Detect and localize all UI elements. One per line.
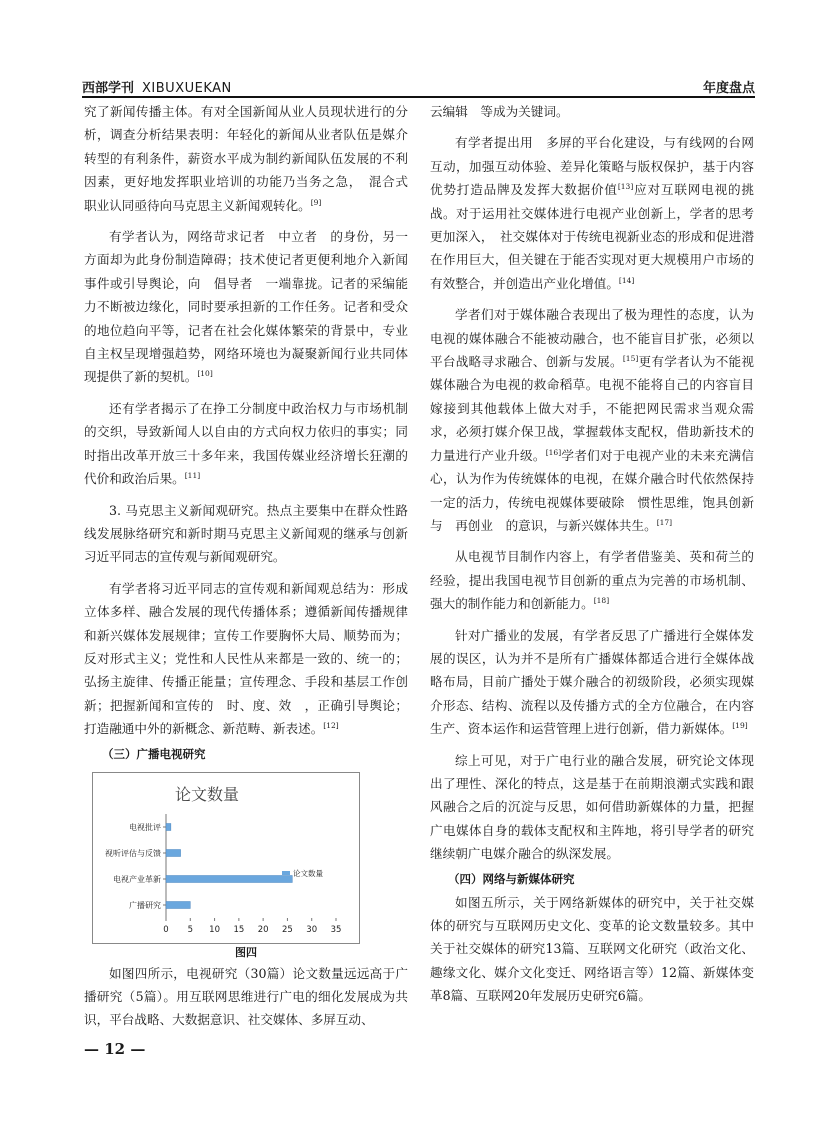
x-tick-label: 10: [209, 924, 220, 935]
paragraph-text: 究了新闻传播主体。有对全国新闻从业人员现状进行的分析，调查分析结果表明：年轻化的新闻从业者队伍是媒介转型的有利条件，薪资水平成为制约新闻队伍发展的不利因素，更好地发挥职业培训的功能乃当务之急， 混合式 职业认同亟待向马克思主义新闻观转化。: [84, 104, 421, 213]
figure-caption: 图四: [235, 945, 257, 959]
paragraph-text: 云编辑 等成为关键词。: [430, 104, 569, 119]
journal-name-cn: 西部学刊: [82, 81, 135, 96]
paragraph: [84, 962, 408, 1032]
citation: [15]: [622, 353, 639, 363]
paragraph: [84, 397, 408, 491]
paragraph: [430, 891, 754, 1008]
legend-swatch: [282, 871, 290, 875]
paragraph: [430, 749, 754, 866]
paragraph: [430, 545, 754, 615]
legend-label: 论文数量: [293, 868, 323, 878]
citation: [18]: [593, 595, 610, 605]
paragraph: [430, 624, 754, 741]
paragraph: [84, 499, 434, 569]
paragraph-text: 综上可见，对于广电行业的融合发展，研究论文体现出了理性、深化的特点，这是基于在前期浪潮式实践和跟风融合之后的沉淀与反思，如何借助新媒体的力量，把握广电媒体自身的载体支配权和主阵地，将引导学者的研究继续朝广电媒介融合的纵深发展。: [430, 752, 754, 862]
paragraph-text: 学者们对于电视产业的未来充满信心，认为作为传统媒体的电视，在媒介融合时代依然保持一定的活力，传统电视媒体要破除 惯性思维，饱具创新与 再创业 的意识，与新兴媒体共生。: [430, 447, 755, 533]
paragraph-text: 3. 马克思主义新闻观研究。热点主要集中在群众性路线发展脉络研究和新时期马克思主义新闻观的继承与创新 习近平同志的宣传观与新闻观研究。: [84, 502, 434, 565]
paragraph-text: 有学者认为，网络苛求记者 中立者 的身份，另一方面却为此身份制造障碍；技术使记者更便利地介入新闻事件或引导舆论，向 倡导者 一端靠拢。记者的采编能力不断被边缘化，同时要承担新的工作任务。记者和受众的地位趋向平等，记者在社会化媒体繁荣的背景中，专业自主权呈现增强趋势，网络环境也为凝聚新闻行业共同体现提供了新的契机。: [84, 229, 408, 385]
paragraph: [84, 577, 408, 741]
journal-name-en: XIBUXUEKAN: [142, 81, 232, 96]
section-title: 年度盘点: [702, 81, 755, 96]
left-column: [84, 100, 434, 1032]
paragraph-text: 应对互联网电视的挑战。对于运用社交媒体进行电视产业创新上，学者的思考更加深入， 社交媒体对于传统电视新业态的形成和促进潜在作用巨大，但关键在于能否实现对更大规模用户市场的有效整合，并创造出产业化增值。: [430, 182, 755, 291]
paragraph: [84, 225, 408, 389]
category-label: 电视批评: [129, 822, 161, 832]
paragraph-text: 有学者提出用 多屏的平台化建设，与有线网的台网互动，加强互动体验、差异化策略与版权保护，基于内容优势打造品牌及发挥大数据价值: [430, 135, 754, 198]
bar-chart: [92, 772, 360, 944]
citation: [17]: [656, 517, 673, 527]
paragraph-text: 更有学者认为不能视媒体融合为电视的救命稻草。电视不能将自己的内容盲目嫁接到其他载体上做大对手，不能把网民需求当观众需求，必须打媒介保卫战，掌握载体支配权，借助新技术的力量进行产业升级。: [430, 354, 755, 463]
citation: [12]: [323, 720, 339, 730]
citation: [10]: [197, 369, 213, 379]
x-tick-label: 0: [163, 924, 169, 935]
citation: [9]: [310, 197, 322, 207]
subheading: （四）网络与新媒体研究: [448, 871, 575, 886]
category-label: 视听评估与反馈: [105, 848, 161, 858]
citation: [19]: [732, 720, 748, 730]
bar: [166, 823, 171, 830]
paragraph: [430, 100, 754, 123]
right-column: [430, 100, 754, 1008]
paragraph-text: 如图四所示，电视研究（30篇）论文数量远远高于广播研究（5篇）。用互联网思维进行广电的细化发展成为共识，平台战略、大数据意识、社交媒体、多屏互动、: [84, 965, 408, 1028]
chart-title: 论文数量: [174, 784, 240, 804]
bar: [166, 875, 292, 882]
citation: [11]: [184, 470, 201, 480]
category-label: 广播研究: [129, 900, 161, 910]
paragraph: [84, 100, 421, 217]
citation: [13]: [617, 182, 634, 192]
bar: [166, 849, 181, 856]
paragraph-text: 还有学者揭示了在挣工分制度中政治权力与市场机制的交织，导致新闻人以自由的方式向权力依归的事实；同时指出改革开放三十多年来，我国传媒业经济增长狂潮的代价和政治后果。: [84, 400, 408, 487]
x-tick-label: 30: [306, 924, 318, 935]
x-tick-label: 5: [187, 924, 193, 935]
paragraph-text: 针对广播业的发展，有学者反思了广播进行全媒体发展的误区，认为并不是所有广播媒体都适合进行全媒体战略布局，目前广播处于媒介融合的初级阶段，必须实现媒介形态、结构、流程以及传播方式的全方位融合，在内容生产、资本运作和运营管理上进行创新，借力新媒体。: [430, 627, 754, 737]
x-tick-label: 25: [282, 924, 293, 935]
citation: [16]: [545, 447, 562, 457]
paragraph: [430, 303, 754, 537]
paragraph-text: 如图五所示，关于网络新媒体的研究中，关于社交媒体的研究与互联网历史文化、变革的论文数量较多。其中关于社交媒体的研究13篇、互联网文化研究（政治文化、趣缘文化、媒介文化变迁、网络语言等）12篇、新媒体变革8篇、互联网20年发展历史研究6篇。: [430, 894, 754, 1004]
citation: [14]: [618, 275, 635, 285]
running-header: [82, 76, 755, 98]
category-label: 电视产业革新: [113, 874, 161, 884]
x-tick-label: 15: [233, 924, 245, 935]
page-number: — 12 —: [84, 1040, 146, 1058]
journal-name: [82, 77, 232, 96]
x-tick-label: 35: [330, 924, 342, 935]
paragraph: [430, 131, 754, 295]
subheading: （三）广播电视研究: [102, 746, 206, 761]
paragraph-text: 有学者将习近平同志的宣传观和新闻观总结为：形成立体多样、融合发展的现代传播体系；遵循新闻传播规律和新兴媒体发展规律；宣传工作要胸怀大局、顺势而为；反对形式主义；党性和人民性从来都是一致的、统一的；弘扬主旋律、传播正能量；宣传理念、手段和基层工作创新；把握新闻和宣传的 时、度、效 ，正确引导舆论；打造融通中外的新概念、新范畴、新表述。: [84, 580, 408, 737]
x-tick-label: 20: [257, 924, 269, 935]
paragraph-text: 从电视节目制作内容上，有学者借鉴美、英和荷兰的经验，提出我国电视节目创新的重点为完善的市场机制、强大的制作能力和创新能力。: [430, 549, 754, 612]
chart-figure-4: [92, 772, 360, 944]
bar: [166, 901, 190, 908]
paragraph-text: 学者们对于媒体融合表现出了极为理性的态度，认为电视的媒体融合不能被动融合，也不能盲目扩张，必须以平台战略寻求融合、创新与发展。: [430, 307, 754, 370]
